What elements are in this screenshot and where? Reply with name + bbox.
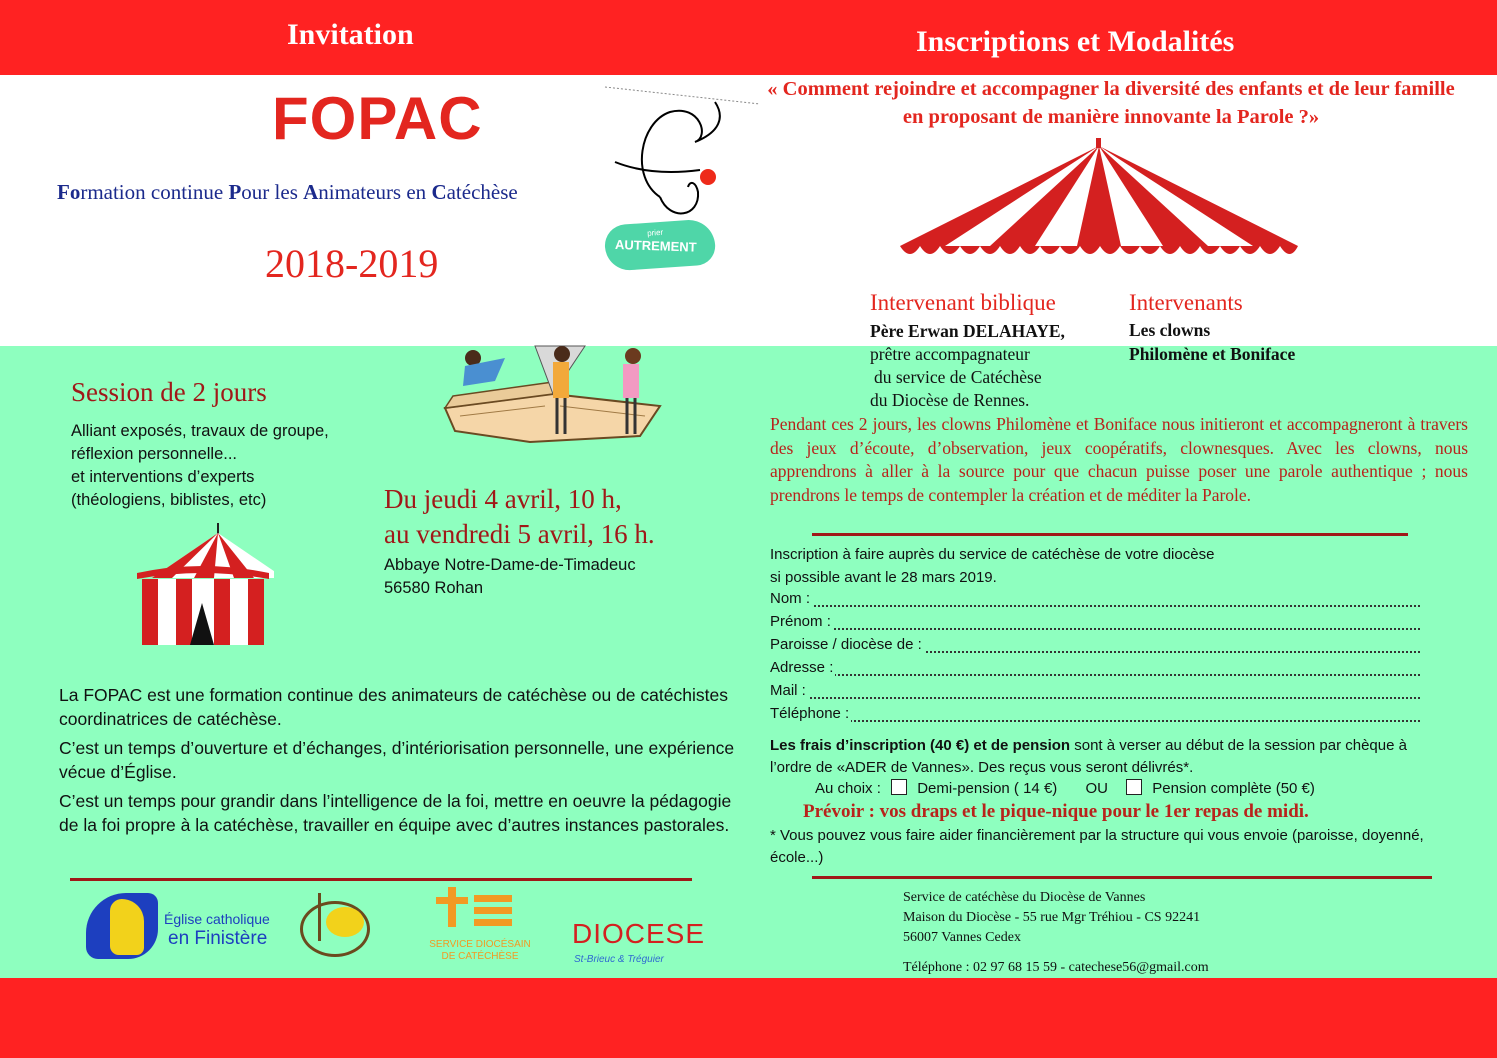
- speaker-name: Père Erwan DELAHAYE,: [870, 321, 1065, 341]
- sds-line1: SERVICE DIOCÉSAIN: [429, 939, 531, 950]
- description-paragraph: C’est un temps d’ouverture et d’échanges, d’intériorisation personnelle, une expérience vécue d’Église.: [59, 738, 735, 782]
- contact-line: 56007 Vannes Cedex: [903, 930, 1021, 945]
- subtitle-initial: A: [303, 180, 319, 204]
- half-board-checkbox[interactable]: [891, 779, 907, 795]
- clowns-line: Philomène et Boniface: [1129, 344, 1296, 364]
- finistere-line2: en Finistère: [168, 928, 268, 949]
- subtitle-initial: C: [431, 180, 447, 204]
- field-label: Mail :: [770, 682, 806, 699]
- date-line: au vendredi 5 avril, 16 h.: [384, 519, 655, 549]
- field-label: Nom :: [770, 590, 811, 607]
- fopac-description: [59, 683, 745, 837]
- subtitle-word: nimateurs en: [318, 180, 432, 204]
- prier-autrement-logo: [604, 218, 717, 272]
- speaker-line: du service de Catéchèse: [874, 367, 1042, 387]
- brand-subtitle: [57, 180, 518, 205]
- parish-field[interactable]: [770, 636, 1420, 658]
- year-label: 2018-2019: [265, 241, 439, 286]
- bring-notice: Prévoir : vos draps et le pique-nique pour le 1er repas de midi.: [803, 801, 1309, 822]
- bottom-band: [0, 978, 1497, 1058]
- biblical-speaker-details: [870, 320, 1065, 412]
- inscription-instructions: [770, 543, 1214, 589]
- speaker-line: du Diocèse de Rennes.: [870, 390, 1030, 410]
- diocese-text: DIOCESE: [572, 918, 706, 949]
- contact-line: Service de catéchèse du Diocèse de Vannes: [903, 890, 1146, 905]
- session-line: et interventions d’experts: [71, 468, 255, 486]
- subtitle-word: rmation continue: [80, 180, 229, 204]
- field-label: Adresse :: [770, 659, 834, 676]
- subtitle-initial: P: [228, 180, 242, 204]
- address-line: Abbaye Notre-Dame-de-Timadeuc: [384, 556, 636, 574]
- inscription-line: si possible avant le 28 mars 2019.: [770, 569, 997, 586]
- speakers-heading: Intervenants: [1129, 290, 1243, 315]
- or-label: OU: [1085, 780, 1108, 797]
- full-board-checkbox[interactable]: [1126, 779, 1142, 795]
- session-title: Session de 2 jours: [71, 377, 267, 407]
- sds-line2: DE CATÉCHÈSE: [441, 951, 519, 962]
- diocese-logo: [570, 900, 710, 970]
- right-header-title: Inscriptions et Modalités: [916, 25, 1235, 58]
- venue-address: [384, 554, 636, 600]
- half-board-label: Demi-pension ( 14 €): [917, 780, 1058, 797]
- inscription-line: Inscription à faire auprès du service de catéchèse de votre diocèse: [770, 546, 1215, 563]
- fees-bold: Les frais d’inscription (40 €) et de pension: [770, 737, 1071, 754]
- address-field[interactable]: [770, 659, 1420, 681]
- financial-help-note: * Vous pouvez vous faire aider financièrement par la structure qui vous envoie (paroisse, doyenné, école...): [770, 827, 1424, 866]
- left-separator: [70, 878, 692, 881]
- name-field[interactable]: [770, 590, 1420, 612]
- contact-block: [903, 888, 1209, 978]
- description-paragraph: La FOPAC est une formation continue des animateurs de catéchèse ou de catéchistes coordinatrices de catéchèse.: [59, 685, 728, 729]
- finistere-line1: Église catholique: [164, 911, 270, 927]
- finistere-logo: [86, 893, 276, 963]
- logo-text: AUTREMENT: [614, 236, 697, 255]
- diocese-subtext: St-Brieuc & Tréguier: [574, 954, 664, 965]
- subtitle-word: our les: [241, 180, 304, 204]
- field-label: Téléphone :: [770, 705, 850, 722]
- small-tent-illustration: [132, 523, 274, 651]
- address-line: 56580 Rohan: [384, 579, 484, 597]
- firstname-field[interactable]: [770, 613, 1420, 635]
- logo-small-text: prier: [646, 227, 664, 238]
- brand-title: FOPAC: [272, 85, 483, 152]
- subtitle-initial: Fo: [57, 180, 81, 204]
- fees-info: [770, 735, 1450, 779]
- description-paragraph: C’est un temps pour grandir dans l’intelligence de la foi, mettre en oeuvre la pédagogie de la foi propre à la catéchèse, travailler en équipe avec d’autres instances pastorales.: [59, 791, 732, 835]
- choice-label: Au choix :: [815, 780, 881, 797]
- contact-phone-email: Téléphone : 02 97 68 15 59 - catechese56@gmail.com: [903, 960, 1209, 975]
- contact-line: Maison du Diocèse - 55 rue Mgr Tréhiou - CS 92241: [903, 910, 1201, 925]
- left-header-title: Invitation: [287, 18, 414, 51]
- session-line: Alliant exposés, travaux de groupe,: [71, 422, 329, 440]
- catechese-circle-logo: [298, 893, 388, 955]
- clowns-line: Les clowns: [1129, 320, 1211, 340]
- phone-field[interactable]: [770, 705, 1420, 727]
- service-diocesain-logo: [414, 887, 544, 967]
- full-board-label: Pension complète (50 €): [1152, 780, 1315, 797]
- mail-field[interactable]: [770, 682, 1420, 704]
- field-label: Paroisse / diocèse de :: [770, 636, 922, 653]
- fees-rest: sont à verser au début de la session par chèque à l’ordre de «ADER de Vannes». Des reçus vous seront délivrés*.: [770, 737, 1407, 776]
- subtitle-word: atéchèse: [446, 180, 518, 204]
- speaker-line: prêtre accompagnateur: [870, 344, 1030, 364]
- clowns-description: Pendant ces 2 jours, les clowns Philomène et Boniface nous initieront et accompagneront à travers des jeux d’écoute, d’observation, jeux coopératifs, clownesques. Avec les clowns, nous apprendrons à aller à la source pour que chacun puisse poser une parole authentique ; nous prendrons le temps de contempler la création et de méditer la Parole.: [770, 414, 1468, 505]
- clown-drawing: [600, 82, 770, 232]
- clowns-details: [1129, 318, 1295, 366]
- top-band: [0, 0, 1497, 75]
- question-quote: « Comment rejoindre et accompagner la diversité des enfants et de leur famille en proposant de manière innovante la Parole ?»: [767, 78, 1455, 128]
- big-tent-illustration: [895, 138, 1305, 278]
- finistere-mark-icon: [86, 893, 158, 959]
- right-separator-top: [812, 533, 1408, 536]
- session-dates: [384, 482, 655, 552]
- session-line: (théologiens, biblistes, etc): [71, 491, 267, 509]
- book-children-illustration: [435, 336, 670, 446]
- pension-choice: [815, 779, 1315, 797]
- sds-text: [418, 939, 542, 963]
- right-separator-bottom: [812, 876, 1432, 879]
- date-line: Du jeudi 4 avril, 10 h,: [384, 484, 622, 514]
- biblical-speaker-heading: Intervenant biblique: [870, 290, 1056, 315]
- field-label: Prénom :: [770, 613, 831, 630]
- session-details: [71, 420, 329, 512]
- session-line: réflexion personnelle...: [71, 445, 238, 463]
